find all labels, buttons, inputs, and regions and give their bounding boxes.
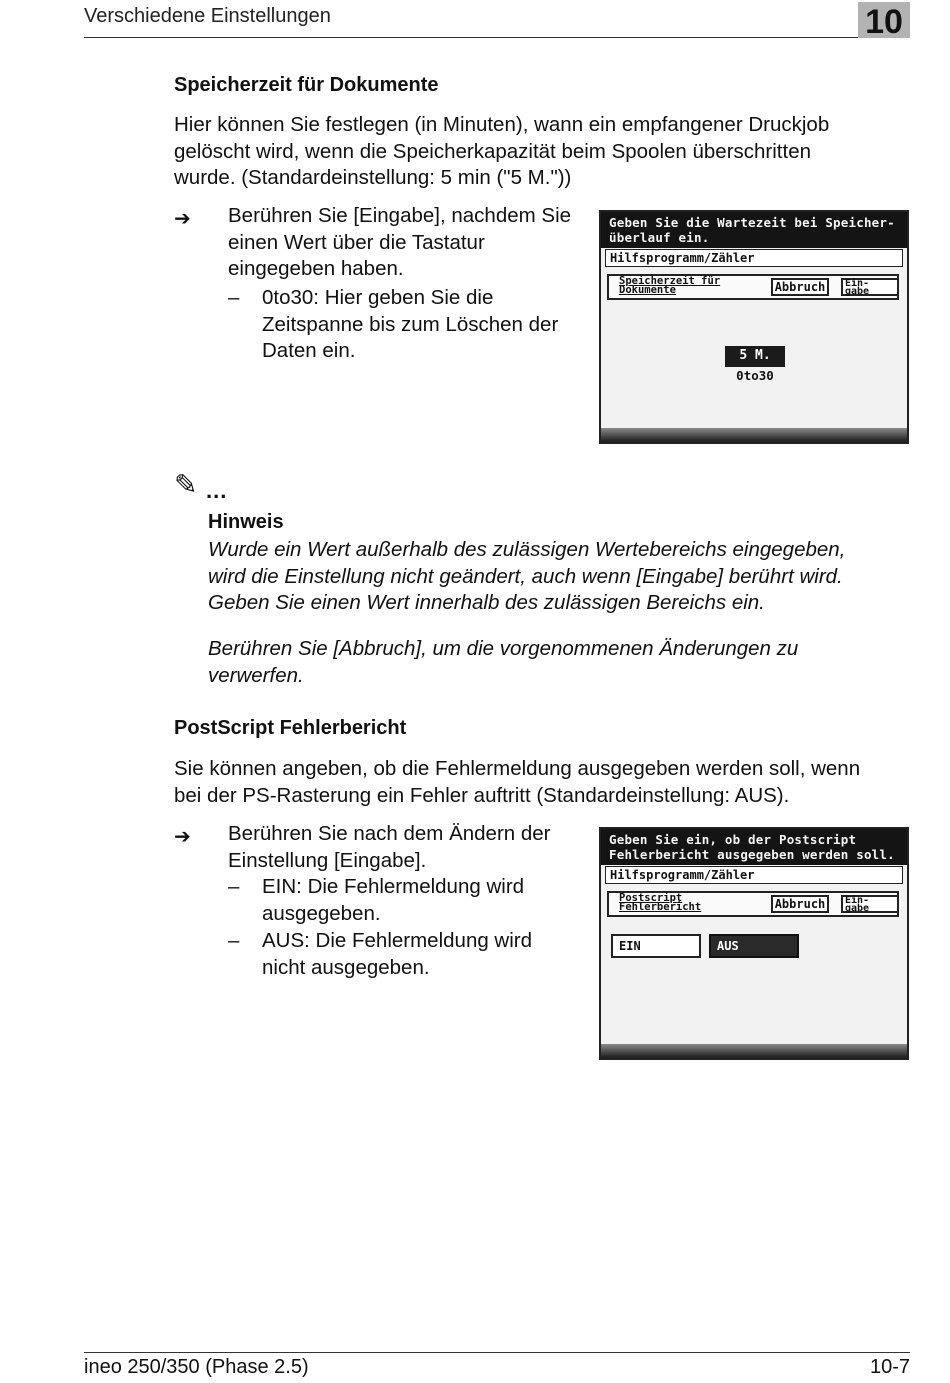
note-title: Hinweis: [208, 511, 284, 533]
dash-bullet: –: [228, 929, 240, 952]
screen-prompt: [601, 212, 907, 248]
text-line: Geben Sie ein, ob der Postscript: [609, 832, 857, 847]
screen-function-label: [619, 894, 701, 912]
dash-bullet: –: [228, 286, 240, 309]
section-heading-postscript-error: PostScript Fehlerbericht: [174, 717, 407, 739]
text-line: Wurde ein Wert außerhalb des zulässigen Wertebereichs eingegeben,: [208, 538, 846, 561]
text-line: verwerfen.: [208, 663, 304, 687]
text-line: Sie können angeben, ob die Fehlermeldung ausgegeben werden soll, wenn: [174, 757, 861, 780]
text-line: Berühren Sie [Abbruch], um die vorgenommenen Änderungen zu: [208, 637, 799, 660]
text-line: einen Wert über die Tastatur: [228, 230, 485, 254]
text-line: Fehlerbericht: [619, 901, 702, 913]
text-line: wird die Einstellung nicht geändert, auch wenn [Eingabe] berührt wird.: [208, 564, 843, 588]
text-line: wurde. (Standardeinstellung: 5 min ("5 M.")): [174, 166, 572, 189]
section-heading-storage-time: Speicherzeit für Dokumente: [174, 74, 439, 96]
screenshot-storage-time: [599, 210, 909, 444]
text-line: Ein-: [845, 278, 870, 289]
screen-function-label: [619, 277, 720, 295]
footer-product: ineo 250/350 (Phase 2.5): [84, 1356, 309, 1378]
text-line: gabe: [845, 903, 870, 914]
option-ein-button[interactable]: EIN: [611, 934, 701, 958]
screen-function-bar: [607, 274, 899, 300]
text-line: nicht ausgegeben.: [262, 955, 430, 979]
section1-step: [228, 203, 598, 283]
text-line: bei der PS-Rasterung ein Fehler auftritt (Standardeinstellung: AUS).: [174, 783, 790, 807]
section2-step: [228, 821, 598, 874]
note-dots: ...: [206, 478, 228, 503]
text-line: Postscript: [619, 892, 683, 904]
text-line: 0to30: Hier geben Sie die: [262, 286, 494, 309]
text-line: ausgegeben.: [262, 901, 381, 925]
text-line: überlauf ein.: [609, 230, 710, 245]
section2-substep-aus: [262, 928, 582, 981]
step-arrow-icon: ➔: [174, 208, 191, 230]
value-range: 0to30: [736, 368, 774, 383]
text-line: AUS: Die Fehlermeldung wird: [262, 929, 533, 952]
text-line: Speicherzeit für: [619, 275, 721, 287]
text-line: Dokumente: [619, 284, 676, 296]
cancel-button[interactable]: Abbruch: [771, 278, 829, 296]
text-line: Hier können Sie festlegen (in Minuten), wann ein empfangener Druckjob: [174, 113, 830, 136]
chapter-number: 10: [865, 3, 903, 41]
screen-prompt: [601, 829, 907, 865]
header-rule: [84, 37, 910, 38]
section2-intro: [174, 756, 904, 809]
text-line: Geben Sie die Wartezeit bei Speicher-: [609, 215, 895, 230]
section1-substep: [262, 285, 592, 365]
text-line: Berühren Sie nach dem Ändern der: [228, 822, 551, 845]
value-display[interactable]: 5 M.: [725, 346, 785, 367]
screenshot-postscript-error: [599, 827, 909, 1060]
text-line: Daten ein.: [262, 339, 356, 362]
option-aus-button[interactable]: AUS: [709, 934, 799, 958]
step-arrow-icon: ➔: [174, 826, 191, 848]
screen-breadcrumb: Hilfsprogramm/Zähler: [605, 866, 903, 884]
screen-breadcrumb: Hilfsprogramm/Zähler: [605, 249, 903, 267]
pencil-note-icon: ✎: [174, 469, 198, 500]
text-line: Zeitspanne bis zum Löschen der: [262, 312, 559, 336]
text-line: eingegeben haben.: [228, 257, 404, 280]
text-line: Fehlerbericht ausgegeben werden soll.: [609, 847, 895, 862]
section2-substep-ein: [262, 874, 582, 927]
text-line: Einstellung [Eingabe].: [228, 848, 427, 872]
footer-rule: [84, 1352, 910, 1353]
note-paragraph-1: [208, 537, 908, 617]
text-line: Ein-: [845, 895, 870, 906]
screen-bottom-bar: [601, 428, 907, 442]
enter-button[interactable]: [841, 278, 899, 296]
section1-intro: [174, 112, 894, 192]
dash-bullet: –: [228, 875, 240, 898]
footer-page-number: 10-7: [869, 1356, 910, 1378]
screen-bottom-bar: [601, 1044, 907, 1058]
text-line: Berühren Sie [Eingabe], nachdem Sie: [228, 204, 572, 227]
screen-function-bar: [607, 891, 899, 917]
text-line: Geben Sie einen Wert innerhalb des zulässigen Bereichs ein.: [208, 591, 765, 614]
running-header-title: Verschiedene Einstellungen: [84, 5, 331, 27]
enter-button[interactable]: [841, 895, 899, 913]
cancel-button[interactable]: Abbruch: [771, 895, 829, 913]
note-paragraph-2: [208, 636, 908, 689]
text-line: gabe: [845, 286, 870, 297]
text-line: EIN: Die Fehlermeldung wird: [262, 875, 525, 898]
text-line: gelöscht wird, wenn die Speicherkapazität beim Spoolen überschritten: [174, 139, 812, 163]
